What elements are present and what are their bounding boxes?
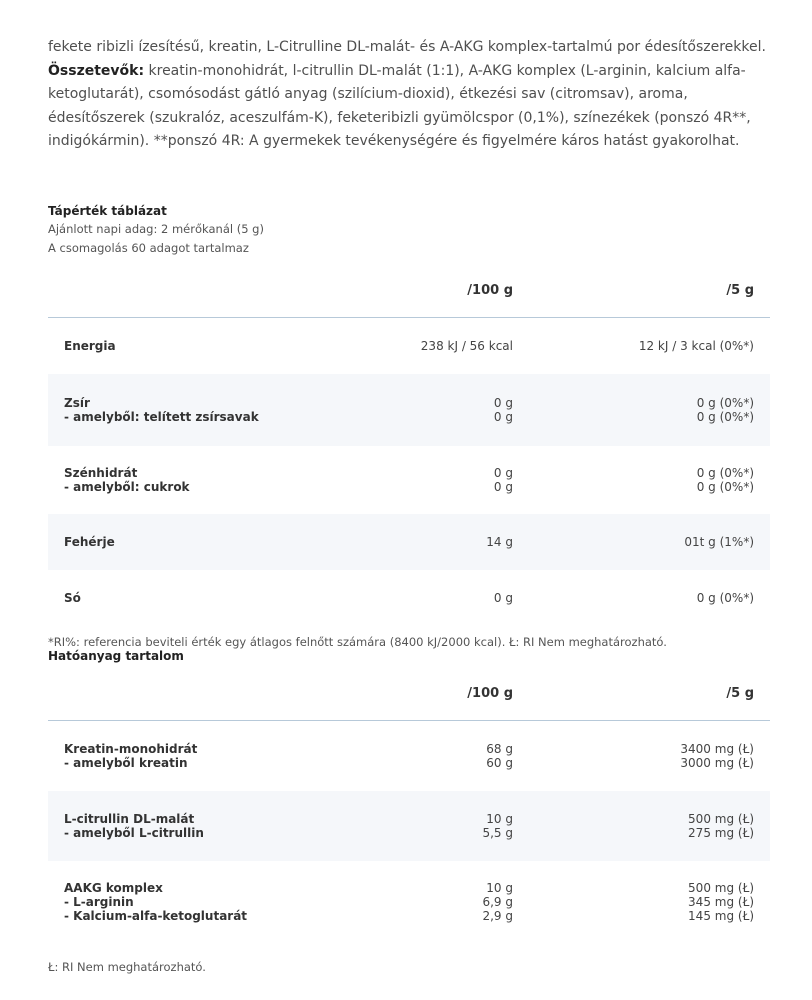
row-label-line: L-citrullin DL-malát bbox=[64, 812, 195, 826]
row-value-100g-line: 60 g bbox=[486, 756, 513, 770]
col-per-100g: /100 g bbox=[467, 283, 513, 298]
row-label bbox=[64, 881, 247, 923]
row-value-serving-line: 3400 mg (Ł) bbox=[680, 742, 754, 756]
product-description bbox=[48, 36, 770, 154]
row-value-100g-line: 14 g bbox=[486, 535, 513, 549]
row-value-100g-line: 10 g bbox=[486, 881, 513, 895]
row-value-serving-line: 12 kJ / 3 kcal (0%*) bbox=[638, 339, 754, 353]
active-section bbox=[48, 649, 770, 975]
row-value-100g bbox=[494, 466, 513, 494]
row-value-serving bbox=[680, 742, 754, 770]
nutrition-footnote: *RI%: referencia beviteli érték egy átlagos felnőtt számára (8400 kJ/2000 kcal). Ł: RI Nem meghatározható. bbox=[48, 635, 667, 649]
ingredients-text: kreatin-monohidrát, l-citrullin DL-malát (1:1), A-AKG komplex (L-arginin, kalcium alfa-ketoglutarát), csomósodást gátló anyag (szilícium-dioxid), étkezési sav (citromsav), aroma, édesítőszerek (szukralóz, aceszulfám-K), feketeribizli gyümölcspor (0,1%), színezékek (ponszó 4R**, indigókármin). **ponszó 4R: A gyermekek tevékenységére és figyelmére káros hatást gyakorolhat. bbox=[48, 62, 751, 149]
row-value-100g-line: 0 g bbox=[493, 480, 513, 494]
row-label-line: - amelyből: telített zsírsavak bbox=[64, 410, 259, 424]
row-value-serving-line: 0 g (0%*) bbox=[696, 466, 754, 480]
row-value-100g bbox=[486, 535, 513, 549]
row-value-100g-line: 0 g bbox=[493, 466, 513, 480]
row-value-100g-line: 0 g bbox=[493, 410, 513, 424]
row-value-100g bbox=[494, 396, 513, 424]
row-value-100g-line: 0 g bbox=[493, 396, 513, 410]
row-value-100g bbox=[494, 591, 513, 605]
row-value-100g-line: 10 g bbox=[486, 812, 513, 826]
row-value-serving-line: 0 g (0%*) bbox=[696, 396, 754, 410]
row-value-serving-line: 3000 mg (Ł) bbox=[680, 756, 754, 770]
row-value-serving bbox=[697, 466, 754, 494]
row-label-line: - amelyből kreatin bbox=[64, 756, 188, 770]
row-value-serving bbox=[688, 881, 754, 923]
row-value-serving-line: 01t g (1%*) bbox=[684, 535, 754, 549]
row-value-serving-line: 500 mg (Ł) bbox=[688, 881, 754, 895]
row-label bbox=[64, 466, 190, 494]
row-label-line: - amelyből L-citrullin bbox=[64, 826, 204, 840]
row-value-serving-line: 345 mg (Ł) bbox=[688, 895, 754, 909]
row-value-100g bbox=[482, 881, 513, 923]
row-value-100g bbox=[482, 812, 513, 840]
nutrition-table-body bbox=[48, 318, 770, 626]
row-value-100g-line: 2,9 g bbox=[482, 909, 513, 923]
row-label-line: Fehérje bbox=[64, 535, 115, 549]
row-value-100g bbox=[486, 742, 513, 770]
row-label-line: - L-arginin bbox=[64, 895, 134, 909]
row-value-serving-line: 0 g (0%*) bbox=[696, 591, 754, 605]
row-label bbox=[64, 535, 115, 549]
row-label-line: - amelyből: cukrok bbox=[64, 480, 190, 494]
active-col-per-100g: /100 g bbox=[467, 686, 513, 701]
row-label-line: Energia bbox=[64, 339, 116, 353]
row-value-100g-line: 0 g bbox=[493, 591, 513, 605]
row-label-line: Só bbox=[64, 591, 81, 605]
table-row bbox=[48, 446, 770, 514]
table-row bbox=[48, 791, 770, 861]
row-label-line: Szénhidrát bbox=[64, 466, 138, 480]
row-value-serving-line: 0 g (0%*) bbox=[696, 410, 754, 424]
table-row bbox=[48, 374, 770, 446]
row-value-100g-line: 6,9 g bbox=[482, 895, 513, 909]
col-per-serving: /5 g bbox=[726, 283, 754, 298]
row-value-serving-line: 275 mg (Ł) bbox=[688, 826, 754, 840]
row-label-line: - Kalcium-alfa-ketoglutarát bbox=[64, 909, 248, 923]
servings-per-pack: A csomagolás 60 adagot tartalmaz bbox=[48, 241, 249, 255]
row-label-line: Kreatin-monohidrát bbox=[64, 742, 198, 756]
nutrition-section bbox=[48, 204, 770, 650]
row-label bbox=[64, 339, 116, 353]
nutrition-table-header bbox=[48, 270, 770, 318]
nutrition-title: Tápérték táblázat bbox=[48, 204, 167, 218]
nutrition-table bbox=[48, 270, 770, 626]
product-info bbox=[48, 36, 770, 154]
active-col-per-serving: /5 g bbox=[726, 686, 754, 701]
active-table bbox=[48, 673, 770, 943]
serving-size: Ajánlott napi adag: 2 mérőkanál (5 g) bbox=[48, 222, 264, 236]
description-text: fekete ribizli ízesítésű, kreatin, L-Citrulline DL-malát- és A-AKG komplex-tartalmú por édesítőszerekkel. bbox=[48, 39, 766, 55]
active-footnote: Ł: RI Nem meghatározható. bbox=[48, 960, 206, 974]
row-value-serving bbox=[639, 339, 754, 353]
row-label bbox=[64, 591, 81, 605]
row-value-100g-line: 5,5 g bbox=[482, 826, 513, 840]
row-value-serving-line: 500 mg (Ł) bbox=[688, 812, 754, 826]
table-row bbox=[48, 721, 770, 791]
row-label-line: AAKG komplex bbox=[64, 881, 163, 895]
row-value-serving-line: 0 g (0%*) bbox=[696, 480, 754, 494]
row-value-serving bbox=[684, 535, 754, 549]
table-row bbox=[48, 570, 770, 626]
row-label bbox=[64, 396, 259, 424]
row-value-serving bbox=[697, 396, 754, 424]
row-value-100g-line: 238 kJ / 56 kcal bbox=[420, 339, 513, 353]
table-row bbox=[48, 514, 770, 570]
row-value-100g bbox=[421, 339, 513, 353]
row-value-100g-line: 68 g bbox=[486, 742, 513, 756]
active-table-body bbox=[48, 721, 770, 943]
active-table-header bbox=[48, 673, 770, 721]
table-row bbox=[48, 861, 770, 943]
row-label bbox=[64, 812, 204, 840]
row-value-serving bbox=[688, 812, 754, 840]
ingredients-label: Összetevők: bbox=[48, 62, 145, 79]
row-value-serving-line: 145 mg (Ł) bbox=[688, 909, 754, 923]
active-title: Hatóanyag tartalom bbox=[48, 649, 184, 663]
row-value-serving bbox=[697, 591, 754, 605]
row-label-line: Zsír bbox=[64, 396, 90, 410]
table-row bbox=[48, 318, 770, 374]
row-label bbox=[64, 742, 197, 770]
